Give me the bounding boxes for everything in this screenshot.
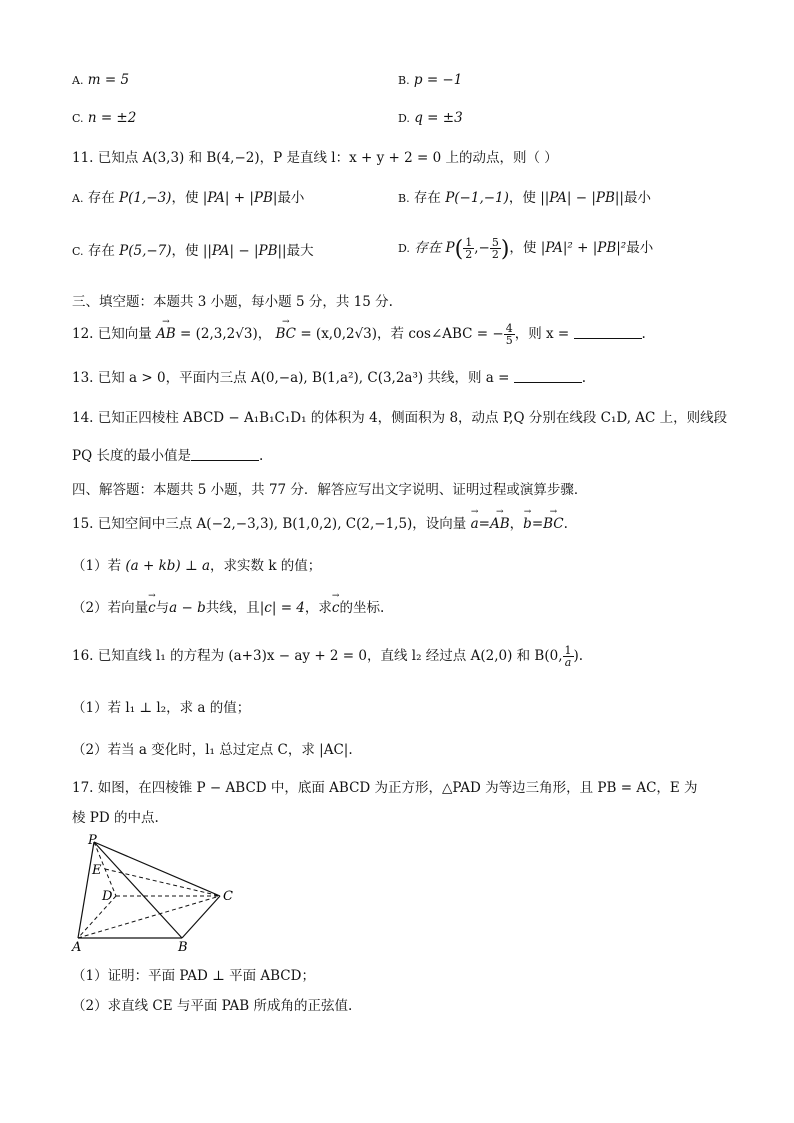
q14-line-2: PQ 长度的最小值是 .	[72, 448, 264, 464]
fraction: $\frac{4}{5}$	[505, 322, 513, 347]
section-3-title: 三、填空题：本题共 3 小题，每小题 5 分，共 15 分.	[72, 294, 393, 310]
fraction: $\frac{1}{2}$	[465, 236, 473, 261]
option-b-text: p = −1	[413, 72, 463, 88]
q16-part-2: （2）若当 a 变化时，l₁ 总过定点 C，求 |AC|.	[72, 742, 353, 758]
label-e: E	[92, 863, 102, 878]
q16-stem: 16. 已知直线 l₁ 的方程为 (a+3)x − ay + 2 = 0，直线 l₂ 经过点 A(2,0) 和 B(0, $\frac{1}{a}$ ).	[72, 644, 584, 669]
q15-part-2: （2）若向量→ c与a − b共线，且|c| = 4，求→ c的坐标.	[72, 596, 384, 616]
option-d-text: q = ±3	[414, 110, 463, 126]
q12: 12. 已知向量 → AB = (2,3,2√3)， → BC = (x,0,2√3)，若 cos∠ABC = − $\frac{4}{5}$ ，则 x = .	[72, 322, 646, 346]
q14-line-1: 14. 已知正四棱柱 ABCD − A₁B₁C₁D₁ 的体积为 4，侧面积为 8，动点 P,Q 分别在线段 C₁D, AC 上，则线段	[72, 410, 728, 426]
answer-blank[interactable]	[514, 372, 582, 383]
vector-b: → b	[523, 516, 532, 532]
label-b: B	[178, 940, 188, 952]
q17-line-2: 棱 PD 的中点.	[72, 810, 159, 826]
vector-a: → a	[471, 516, 479, 532]
pyramid-figure	[70, 832, 250, 952]
label-a: A	[72, 940, 82, 952]
vector-ab: → AB	[490, 516, 510, 532]
vector-bc: → BC	[276, 326, 297, 342]
q13: 13. 已知 a > 0，平面内三点 A(0,−a), B(1,a²), C(3,2a³) 共线，则 a = .	[72, 370, 586, 386]
q15-part-1: （1）若 (a + kb) ⊥ a，求实数 k 的值；	[72, 558, 322, 574]
q11-option-d: D. 存在 P( $\frac{1}{2}$ ,− $\frac{5}{2}$ )，使 |PA|² + |PB|²最小	[398, 236, 654, 262]
q11-stem: 11. 已知点 A(3,3) 和 B(4,−2)，P 是直线 l：x + y + 2 = 0 上的动点，则（ ）	[72, 150, 558, 166]
option-a: A. m = 5	[72, 72, 130, 88]
option-d: D. q = ±3	[398, 110, 463, 126]
fraction: $\frac{1}{a}$	[564, 644, 572, 669]
option-b: B. p = −1	[398, 72, 463, 88]
q11-option-c: C. 存在 P(5,−7)，使 ||PA| − |PB||最大	[72, 243, 314, 259]
q11-option-b: B. 存在 P(−1,−1)，使 ||PA| − |PB||最小	[398, 190, 651, 206]
edge-bc	[182, 896, 220, 938]
q15-stem: 15. 已知空间中三点 A(−2,−3,3), B(1,0,2), C(2,−1,5)，设向量 → a=→ AB，→ b=→ BC.	[72, 512, 568, 532]
section-4-title: 四、解答题：本题共 5 小题，共 77 分．解答应写出文字说明、证明过程或演算步骤．	[72, 482, 588, 498]
label-p: P	[88, 833, 97, 848]
answer-blank[interactable]	[191, 450, 259, 461]
answer-blank[interactable]	[574, 328, 642, 339]
q11-option-a: A. 存在 P(1,−3)，使 |PA| + |PB|最小	[72, 190, 305, 206]
option-a-text: m = 5	[87, 72, 130, 88]
q17-line-1: 17. 如图，在四棱锥 P − ABCD 中，底面 ABCD 为正方形，△PAD 为等边三角形，且 PB = AC，E 为	[72, 780, 698, 796]
vector-bc: → BC	[543, 516, 564, 532]
label-c: C	[223, 889, 233, 904]
vector-ab: → AB	[156, 326, 176, 342]
fraction: $\frac{5}{2}$	[491, 236, 499, 261]
q16-part-1: （1）若 l₁ ⊥ l₂，求 a 的值；	[72, 700, 251, 716]
option-c-text: n = ±2	[87, 110, 137, 126]
option-c: C. n = ±2	[72, 110, 137, 126]
label-d: D	[102, 889, 113, 904]
q17-part-1: （1）证明：平面 PAD ⊥ 平面 ABCD；	[72, 968, 315, 984]
q17-part-2: （2）求直线 CE 与平面 PAB 所成角的正弦值.	[72, 998, 353, 1014]
segment-ec	[105, 869, 220, 896]
